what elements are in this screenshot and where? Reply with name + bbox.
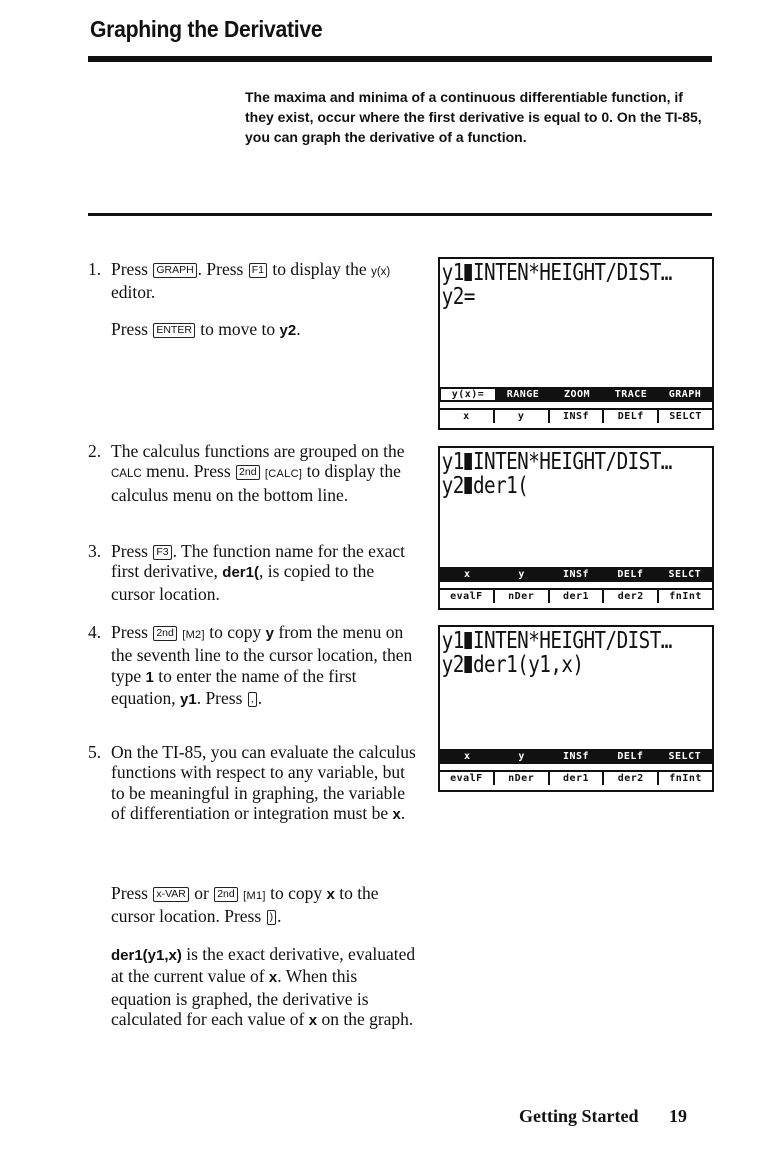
step-1: 1. Press GRAPH . Press F1 to display the y(x) editor. — [88, 259, 391, 303]
menu-item-delf[interactable]: DELf — [602, 408, 657, 423]
section-rule — [88, 213, 712, 216]
page-footer — [519, 1106, 687, 1127]
screen-line-1: y1 INTEN*HEIGHT/DIST… — [441, 260, 672, 286]
menu-item-selct[interactable]: SELCT — [657, 408, 712, 423]
step-5-instructions: Press x-VAR or 2nd [M1] to copy x to the cursor location. Press ) . — [111, 883, 379, 927]
menu-item-x[interactable]: x — [463, 569, 471, 580]
menu-item-zoom[interactable]: ZOOM — [563, 389, 591, 400]
menu-item-insf[interactable]: INSf — [562, 751, 590, 762]
comma-key: , — [248, 692, 257, 707]
f3-key: F3 — [153, 545, 171, 560]
menu-item-insf[interactable]: INSf — [548, 408, 603, 423]
intro-paragraph: The maxima and minima of a continuous differentiable function, if they exist, occur where the first derivative is equal to 0. On the TI-85, you can graph the derivative of a function. — [245, 89, 702, 145]
2nd-key: 2nd — [236, 465, 260, 480]
menu-item-evalf[interactable]: evalF — [440, 588, 493, 603]
x-var-key: x-VAR — [153, 887, 189, 902]
menu-item-graph[interactable]: GRAPH — [668, 389, 702, 400]
screen-line-2: y2 der1( — [441, 473, 529, 499]
menu-item-nder[interactable]: nDer — [493, 770, 548, 785]
menu-item-range[interactable]: RANGE — [506, 389, 540, 400]
menu-row-top — [440, 567, 712, 582]
derivative-note: der1(y1,x) is the exact derivative, evaluated at the current value of x. When this equation is graphed, the derivative is calculated for each value of x on the graph. — [111, 944, 416, 1029]
menu-item-der1[interactable]: der1 — [548, 588, 603, 603]
step-5: 5. On the TI-85, you can evaluate the calculus functions with respect to any variable, but to be meaningful in graphing, the variable of differentiation or integration must be x. — [88, 742, 416, 823]
menu-row-top — [440, 387, 712, 402]
menu-item-selct[interactable]: SELCT — [668, 751, 702, 762]
menu-item-trace[interactable]: TRACE — [614, 389, 648, 400]
menu-item-der1[interactable]: der1 — [548, 770, 603, 785]
menu-row-top — [440, 749, 712, 764]
step-1-continued: Press ENTER to move to y2. — [111, 319, 301, 339]
page-title: Graphing the Derivative — [90, 16, 323, 42]
screen-line-1: y1 INTEN*HEIGHT/DIST… — [441, 628, 672, 654]
screen-line-1: y1 INTEN*HEIGHT/DIST… — [441, 449, 672, 475]
menu-item-der2[interactable]: der2 — [602, 770, 657, 785]
menu-item-fnint[interactable]: fnInt — [657, 770, 712, 785]
menu-item-nder[interactable]: nDer — [493, 588, 548, 603]
enter-key: ENTER — [153, 323, 195, 338]
menu-item-evalf[interactable]: evalF — [440, 770, 493, 785]
title-rule — [88, 56, 712, 62]
menu-row-bottom — [440, 770, 712, 785]
menu-item-insf[interactable]: INSf — [562, 569, 590, 580]
step-2: 2. The calculus functions are grouped on the CALC menu. Press 2nd [CALC] to display the calculus menu on the bottom line. — [88, 441, 405, 505]
menu-item-fnint[interactable]: fnInt — [657, 588, 712, 603]
calculator-screen-3 — [438, 625, 714, 792]
menu-item-y[interactable]: y — [518, 751, 525, 762]
step-4: 4. Press 2nd [M2] to copy y from the menu on the seventh line to the cursor location, then type 1 to enter the name of the first equation, y1. Press , . — [88, 622, 413, 708]
menu-row-bottom — [440, 408, 712, 423]
2nd-key: 2nd — [214, 887, 238, 902]
menu-item-x[interactable]: x — [463, 751, 471, 762]
menu-item-delf[interactable]: DELf — [617, 751, 644, 762]
menu-row-bottom — [440, 588, 712, 603]
screen-line-2: y2 der1(y1,x) — [441, 652, 584, 678]
graph-key: GRAPH — [153, 263, 196, 278]
footer-section: Getting Started — [519, 1106, 639, 1126]
calculator-screen-1 — [438, 257, 714, 430]
calculator-screen-2 — [438, 446, 714, 610]
screen-line-2: y2= — [441, 284, 475, 310]
menu-item-y[interactable]: y — [493, 408, 548, 423]
step-3: 3. Press F3 . The function name for the exact first derivative, der1(, is copied to the cursor location. — [88, 541, 406, 604]
2nd-key: 2nd — [153, 626, 177, 641]
menu-item-yx[interactable]: y(x)= — [441, 389, 495, 400]
page-number: 19 — [668, 1106, 687, 1126]
step-number: 1. — [88, 259, 102, 279]
menu-item-der2[interactable]: der2 — [602, 588, 657, 603]
menu-item-y[interactable]: y — [518, 569, 525, 580]
close-paren-key: ) — [267, 910, 277, 925]
menu-item-delf[interactable]: DELf — [617, 569, 644, 580]
f1-key: F1 — [249, 263, 267, 278]
menu-item-x[interactable]: x — [440, 408, 493, 423]
menu-item-selct[interactable]: SELCT — [668, 569, 702, 580]
